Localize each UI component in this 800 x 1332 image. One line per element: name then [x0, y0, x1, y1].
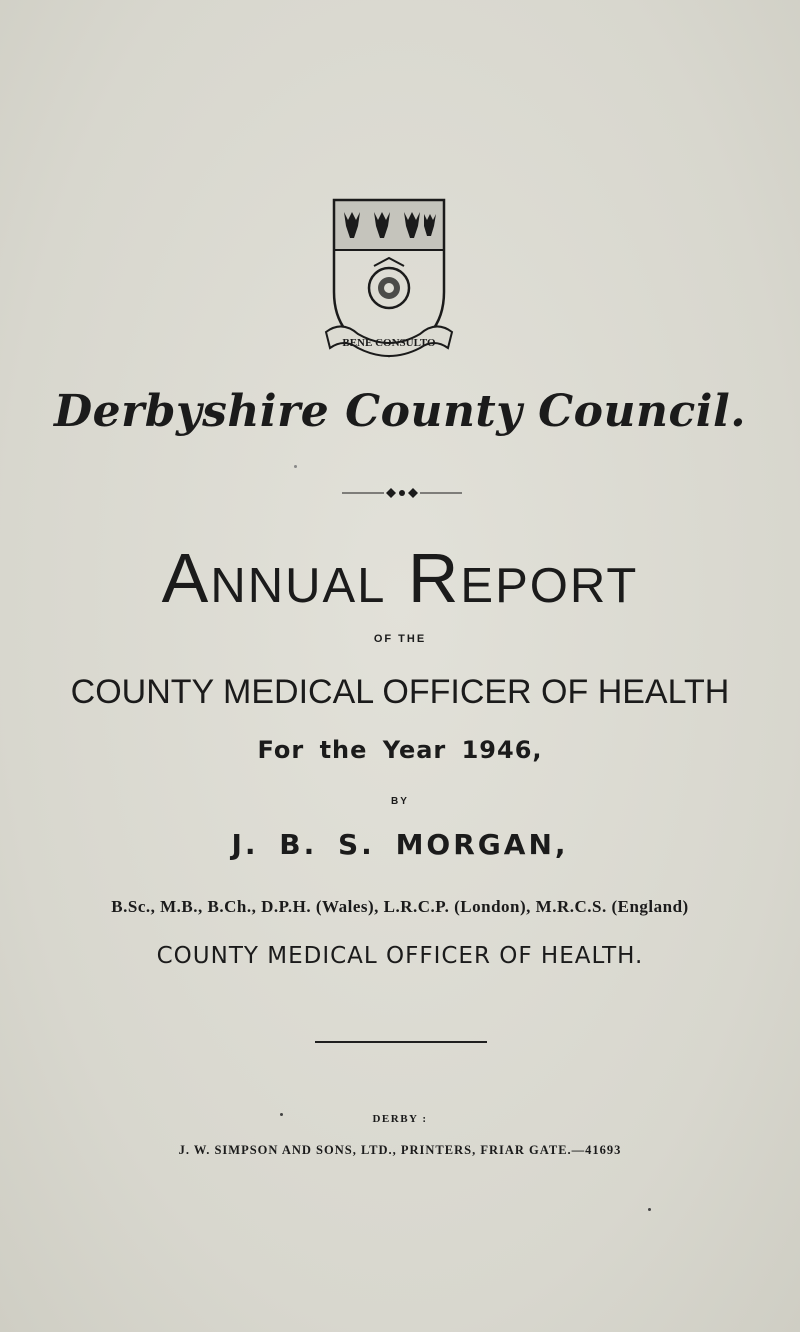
- council-name: Derbyshire County Council.: [53, 386, 747, 437]
- imprint-place: DERBY :: [372, 1113, 428, 1125]
- paper-speck: [294, 465, 297, 468]
- author-qualifications: B.Sc., M.B., B.Ch., D.P.H. (Wales), L.R.C.P. (London), M.R.C.S. (England): [111, 897, 689, 916]
- horizontal-rule: [315, 1041, 487, 1043]
- officer-title: COUNTY MEDICAL OFFICER OF HEALTH: [70, 673, 730, 711]
- report-title: Annual Report: [161, 539, 639, 617]
- author-name: J. B. S. MORGAN,: [231, 828, 569, 861]
- imprint-printer: J. W. SIMPSON AND SONS, LTD., PRINTERS, FRIAR GATE.—41693: [178, 1143, 622, 1157]
- ornament-divider-icon: [342, 487, 462, 499]
- of-the-label: OF THE: [373, 633, 427, 645]
- by-label: BY: [391, 796, 409, 807]
- year-line: For the Year 1946,: [257, 736, 543, 764]
- paper-speck: [280, 1113, 283, 1116]
- paper-speck: [648, 1208, 651, 1211]
- author-position: COUNTY MEDICAL OFFICER OF HEALTH.: [156, 943, 644, 969]
- crest-motto: BENE CONSULTO: [342, 337, 436, 349]
- county-crest-icon: [322, 192, 456, 364]
